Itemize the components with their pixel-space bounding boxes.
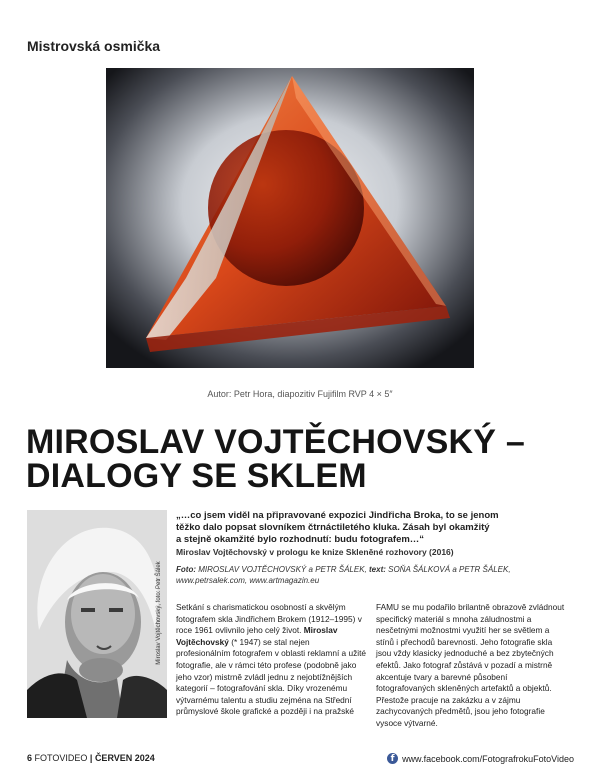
headline-line-2: DIALOGY SE SKLEM — [26, 457, 367, 495]
col2-paragraph-1: FAMU se mu podařilo brilantně obrazově zvládnout specifický materiál s mnoha záludnostmi a nesčetnými možnostmi využití her se světlem a stínů i přechodů barevnosti. Jeho fotografie skla jsou vždy klasicky jednoduché a bez zbytečných efektů. Jako fotograf zůstává v pozadí a mistrně akcentuje tvary a barevné působení fotografovaných skleněných artefaktů a objektů. Přestože pracuje na zakázku a v zájmu zachycovaných předmětů, jsou jeho fotografie vysoce výtvarné. — [376, 602, 565, 728]
col1-paragraph-2: (* 1947) se stal nejen profesionálním fotografem v oblasti reklamní a užité fotografie, ale v rámci této profese (podobně jako jeho vzor) mistrně zvládl jednu z nejobtížnějších kategorií – fotografování skla. Díky vrozenému výtvarnému talentu a studiu zejména na Střední průmyslové škole grafické a později i na pražské — [176, 636, 366, 717]
portrait-photo — [27, 510, 167, 718]
col1-name: Miroslav Vojtěchovský — [176, 625, 338, 647]
page-number: 6 — [27, 753, 33, 763]
magazine-name: FOTOVIDEO — [34, 753, 88, 763]
text-names-2: PETR ŠÁLEK, — [459, 565, 511, 574]
portrait-credit-text: Miroslav Vojtěchovský, foto: Petr Šálek — [156, 561, 162, 665]
body-column-2 — [376, 602, 566, 730]
glass-sculpture-photo — [106, 68, 474, 368]
facebook-icon: f — [387, 753, 398, 764]
foto-label: Foto: — [176, 565, 196, 574]
text-and: a — [452, 565, 457, 574]
article-credits — [176, 564, 586, 586]
quote-source: Miroslav Vojtěchovský v prologu ke knize Skleněné rozhovory (2016) — [176, 547, 454, 557]
quote-line-2: těžko dalo popsat slovníkem čtrnáctiletého kluka. Zásah byl okamžitý — [176, 522, 490, 533]
issue-date: ČERVEN 2024 — [94, 753, 155, 763]
footer-facebook[interactable] — [387, 753, 574, 764]
lead-quote — [176, 510, 586, 546]
facebook-link[interactable]: www.facebook.com/FotografrokuFotoVideo — [402, 753, 574, 764]
quote-line-3: a stejně okamžité bylo rozhodnutí: budu fotografem…“ — [176, 534, 425, 545]
col1-paragraph-1: Setkání s charismatickou osobností a skvělým fotografem skla Jindřichem Brokem (1912–1995) v roce 1961 ovlivnilo jeho celý život. — [176, 602, 362, 636]
footer-separator: | — [89, 753, 93, 763]
foto-names: MIROSLAV VOJTĚCHOVSKÝ — [198, 565, 307, 574]
credit-websites: www.petrsalek.com, www.artmagazin.eu — [176, 576, 320, 585]
footer-page-info — [27, 753, 155, 763]
quote-line-1: „…co jsem viděl na připravované expozici Jindřicha Broka, to se jenom — [176, 510, 499, 521]
portrait-credit — [154, 520, 164, 710]
text-names: SOŇA ŠÁLKOVÁ — [388, 565, 451, 574]
headline-line-1: MIROSLAV VOJTĚCHOVSKÝ – — [26, 423, 525, 461]
photo-caption: Autor: Petr Hora, diapozitiv Fujifilm RVP 4 × 5″ — [207, 389, 393, 399]
foto-and: a — [308, 565, 313, 574]
foto-names-2: PETR ŠÁLEK, — [315, 565, 367, 574]
text-label: text: — [369, 565, 386, 574]
section-title: Mistrovská osmička — [27, 38, 161, 54]
article-headline — [26, 425, 525, 493]
body-column-1 — [176, 602, 366, 718]
